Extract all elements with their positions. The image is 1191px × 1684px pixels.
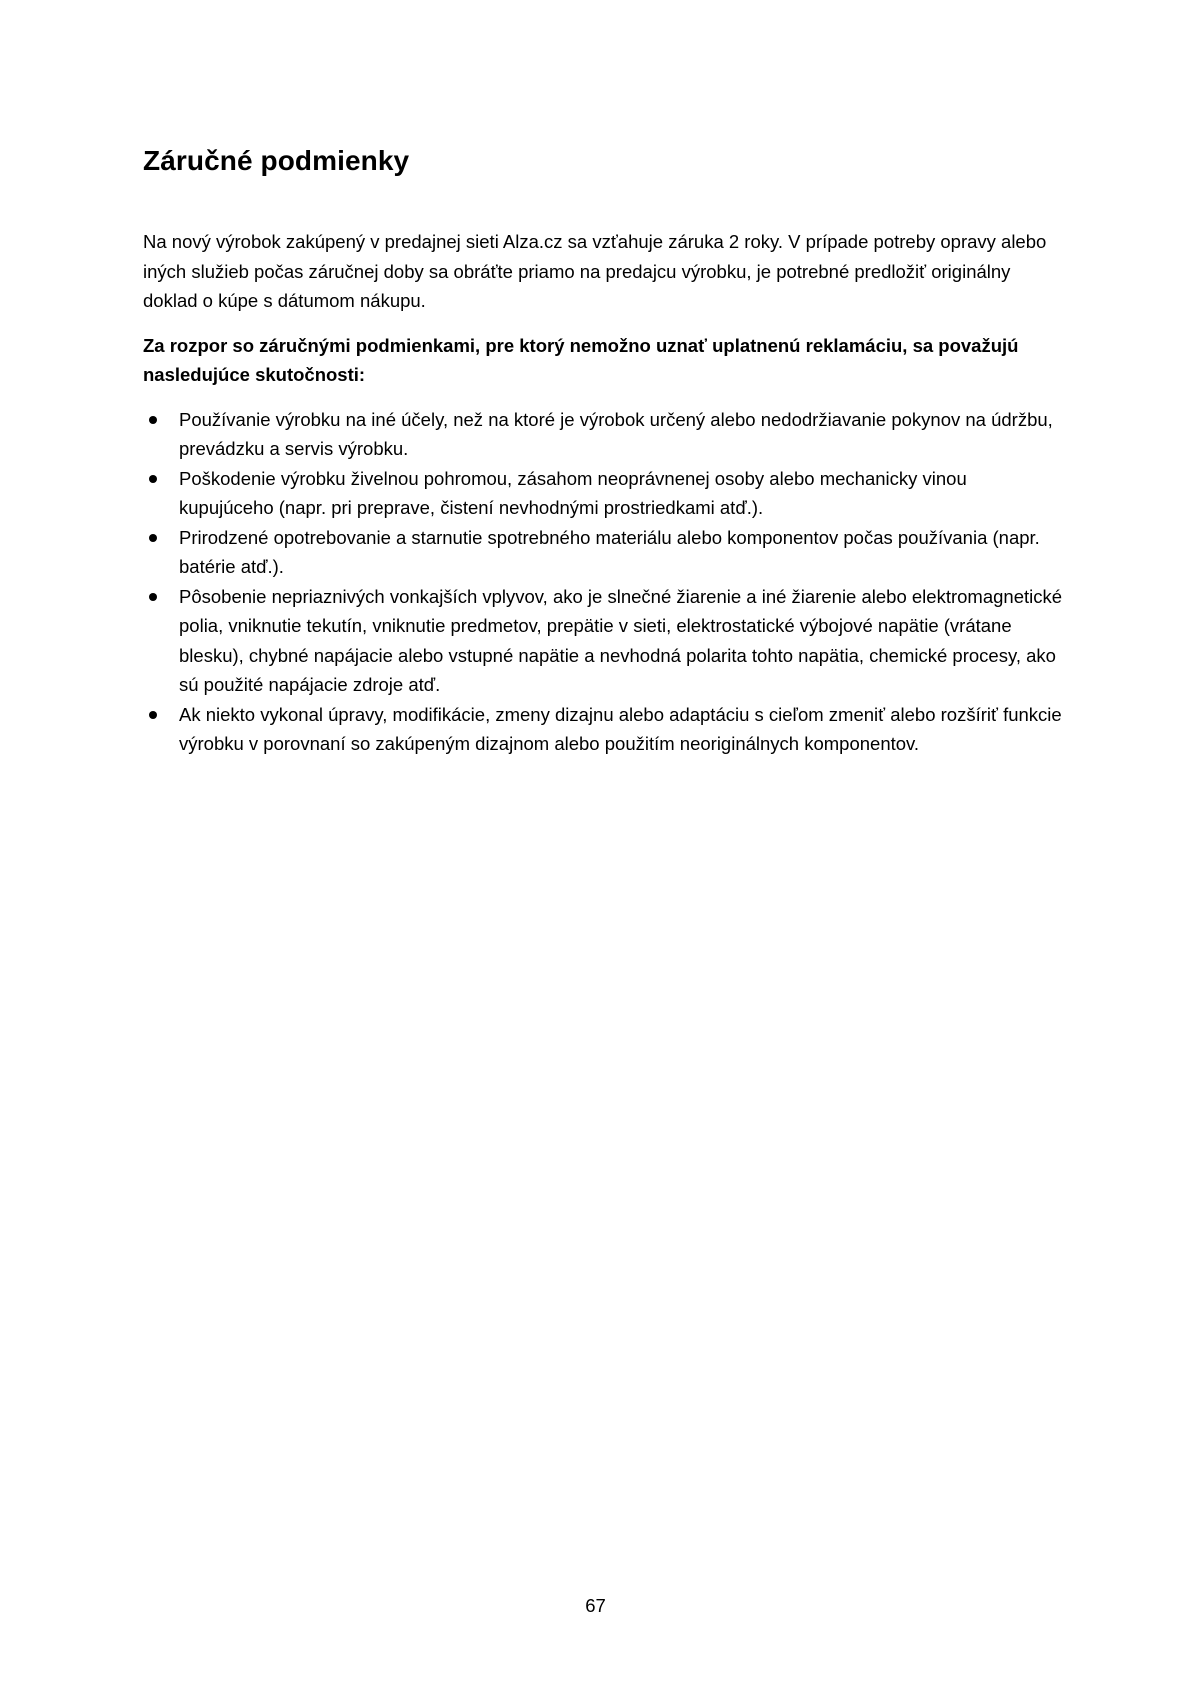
list-item-text: Poškodenie výrobku živelnou pohromou, zásahom neoprávnenej osoby alebo mechanicky vinou kupujúceho (napr. pri preprave, čistení nevhodnými prostriedkami atď.). xyxy=(179,467,967,518)
list-item-text: Prirodzené opotrebovanie a starnutie spotrebného materiálu alebo komponentov počas používania (napr. batérie atď.). xyxy=(179,526,1040,577)
list-item xyxy=(143,464,1063,523)
list-item xyxy=(143,582,1063,700)
bullet-icon xyxy=(149,534,157,542)
list-item-text: Používanie výrobku na iné účely, než na ktoré je výrobok určený alebo nedodržiavanie pokynov na údržbu, prevádzku a servis výrobku. xyxy=(179,408,1053,459)
list-item xyxy=(143,405,1063,464)
bullet-icon xyxy=(149,475,157,483)
list-item xyxy=(143,700,1063,759)
list-item-text: Pôsobenie nepriaznivých vonkajších vplyvov, ako je slnečné žiarenie a iné žiarenie alebo elektromagnetické polia, vniknutie tekutín, vniknutie predmetov, prepätie v sieti, elektrostatické výbojové napätie (vrátane blesku), chybné napájacie alebo vstupné napätie a nevhodná polarita tohto napätia, chemické procesy, ako sú použité napájacie zdroje atď. xyxy=(179,585,1063,695)
bullet-icon xyxy=(149,711,157,719)
conditions-heading: Za rozpor so záručnými podmienkami, pre ktorý nemožno uznať uplatnenú reklamáciu, sa považujú nasledujúce skutočnosti: xyxy=(143,334,1019,385)
page-content xyxy=(143,143,1063,759)
list-item xyxy=(143,523,1063,582)
bullet-icon xyxy=(149,593,157,601)
bullet-icon xyxy=(149,416,157,424)
page-number: 67 xyxy=(585,1595,606,1616)
intro-paragraph: Na nový výrobok zakúpený v predajnej sieti Alza.cz sa vzťahuje záruka 2 roky. V prípade potreby opravy alebo iných služieb počas záručnej doby sa obráťte priamo na predajcu výrobku, je potrebné predložiť originálny doklad o kúpe s dátumom nákupu. xyxy=(143,231,1047,311)
conditions-list xyxy=(143,405,1063,759)
page-title: Záručné podmienky xyxy=(143,145,410,176)
list-item-text: Ak niekto vykonal úpravy, modifikácie, zmeny dizajnu alebo adaptáciu s cieľom zmeniť alebo rozšíriť funkcie výrobku v porovnaní so zakúpeným dizajnom alebo použitím neoriginálnych komponentov. xyxy=(179,703,1062,754)
